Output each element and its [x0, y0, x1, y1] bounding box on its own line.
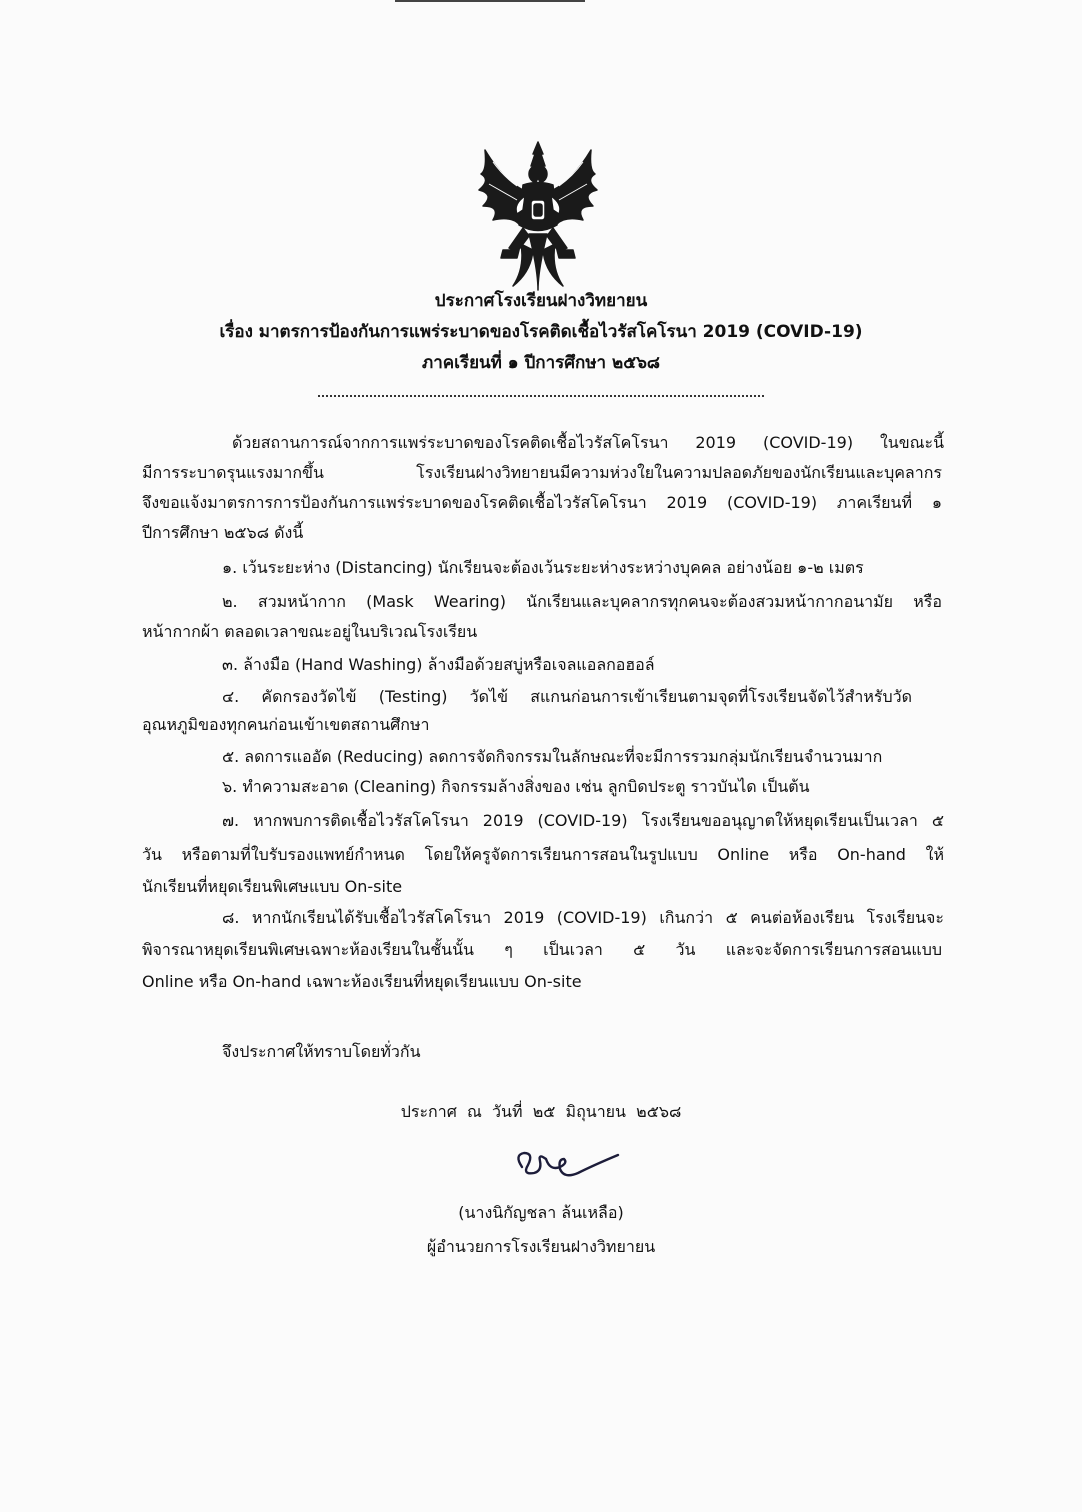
measure-continuation: Online หรือ On-hand เฉพาะห้องเรียนที่หยุดเรียนแบบ On-site	[142, 972, 582, 991]
measure-continuation: หน้ากากผ้า ตลอดเวลาขณะอยู่ในบริเวณโรงเรียน	[142, 622, 478, 641]
intro-line: ด้วยสถานการณ์จากการแพร่ระบาดของโรคติดเชื้อไวรัสโคโรนา 2019 (COVID-19) ในขณะนี้	[232, 433, 944, 452]
garuda-emblem-icon	[473, 140, 603, 292]
intro-line: จึงขอแจ้งมาตรการการป้องกันการแพร่ระบาดของโรคติดเชื้อไวรัสโคโรนา 2019 (COVID-19) ภาคเรียนที่ ๑	[142, 493, 942, 512]
measure-item: ๘. หากนักเรียนได้รับเชื้อไวรัสโคโรนา 2019 (COVID-19) เกินกว่า ๕ คนต่อห้องเรียน โรงเรียนจะ	[222, 908, 944, 927]
announcement-date: ประกาศ ณ วันที่ ๒๕ มิถุนายน ๒๕๖๘	[400, 1102, 682, 1121]
intro-line: ปีการศึกษา ๒๕๖๘ ดังนี้	[142, 523, 304, 542]
measure-item: ๑. เว้นระยะห่าง (Distancing) นักเรียนจะต้องเว้นระยะห่างระหว่างบุคคล อย่างน้อย ๑-๒ เมตร	[222, 558, 864, 577]
dotted-divider	[318, 393, 764, 397]
measure-continuation: พิจารณาหยุดเรียนพิเศษเฉพาะห้องเรียนในชั้นนั้น ๆ เป็นเวลา ๕ วัน และจะจัดการเรียนการสอนแบบ	[142, 940, 942, 959]
measure-continuation: นักเรียนที่หยุดเรียนพิเศษแบบ On-site	[142, 877, 403, 896]
signature-mark	[508, 1145, 623, 1185]
closing-statement: จึงประกาศให้ทราบโดยทั่วกัน	[222, 1042, 421, 1061]
measure-item: ๗. หากพบการติดเชื้อไวรัสโคโรนา 2019 (COVID-19) โรงเรียนขออนุญาตให้หยุดเรียนเป็นเวลา ๕	[222, 811, 944, 830]
measure-item: ๖. ทำความสะอาด (Cleaning) กิจกรรมล้างสิ่งของ เช่น ลูกบิดประตู ราวบันได เป็นต้น	[222, 777, 810, 796]
measure-continuation: อุณหภูมิของทุกคนก่อนเข้าเขตสถานศึกษา	[142, 715, 430, 734]
measure-item: ๔. คัดกรองวัดไข้ (Testing) วัดไข้ สแกนก่อนการเข้าเรียนตามจุดที่โรงเรียนจัดไว้สำหรับวัด	[222, 687, 912, 706]
signer-position: ผู้อำนวยการโรงเรียนฝางวิทยายน	[426, 1237, 656, 1256]
measure-item: ๒. สวมหน้ากาก (Mask Wearing) นักเรียนและบุคลากรทุกคนจะต้องสวมหน้ากากอนามัย หรือ	[222, 592, 942, 611]
measure-item: ๓. ล้างมือ (Hand Washing) ล้างมือด้วยสบู่หรือเจลแอลกอฮอล์	[222, 655, 655, 674]
intro-line: มีการระบาดรุนแรงมากขึ้น โรงเรียนฝางวิทยายนมีความห่วงใยในความปลอดภัยของนักเรียนและบุคลากร	[142, 463, 942, 482]
announcement-title: ประกาศโรงเรียนฝางวิทยายน	[434, 291, 648, 311]
signer-name: (นางนิกัญชลา ล้นเหลือ)	[458, 1203, 624, 1222]
scan-edge-mark	[395, 0, 585, 2]
announcement-subject: เรื่อง มาตรการป้องกันการแพร่ระบาดของโรคติดเชื้อไวรัสโคโรนา 2019 (COVID-19)	[219, 322, 863, 342]
measure-item: ๕. ลดการแออัด (Reducing) ลดการจัดกิจกรรมในลักษณะที่จะมีการรวมกลุ่มนักเรียนจำนวนมาก	[222, 747, 883, 766]
announcement-term: ภาคเรียนที่ ๑ ปีการศึกษา ๒๕๖๘	[422, 353, 660, 373]
measure-continuation: วัน หรือตามที่ใบรับรองแพทย์กำหนด โดยให้ครูจัดการเรียนการสอนในรูปแบบ Online หรือ On-hand ให้	[142, 845, 944, 864]
